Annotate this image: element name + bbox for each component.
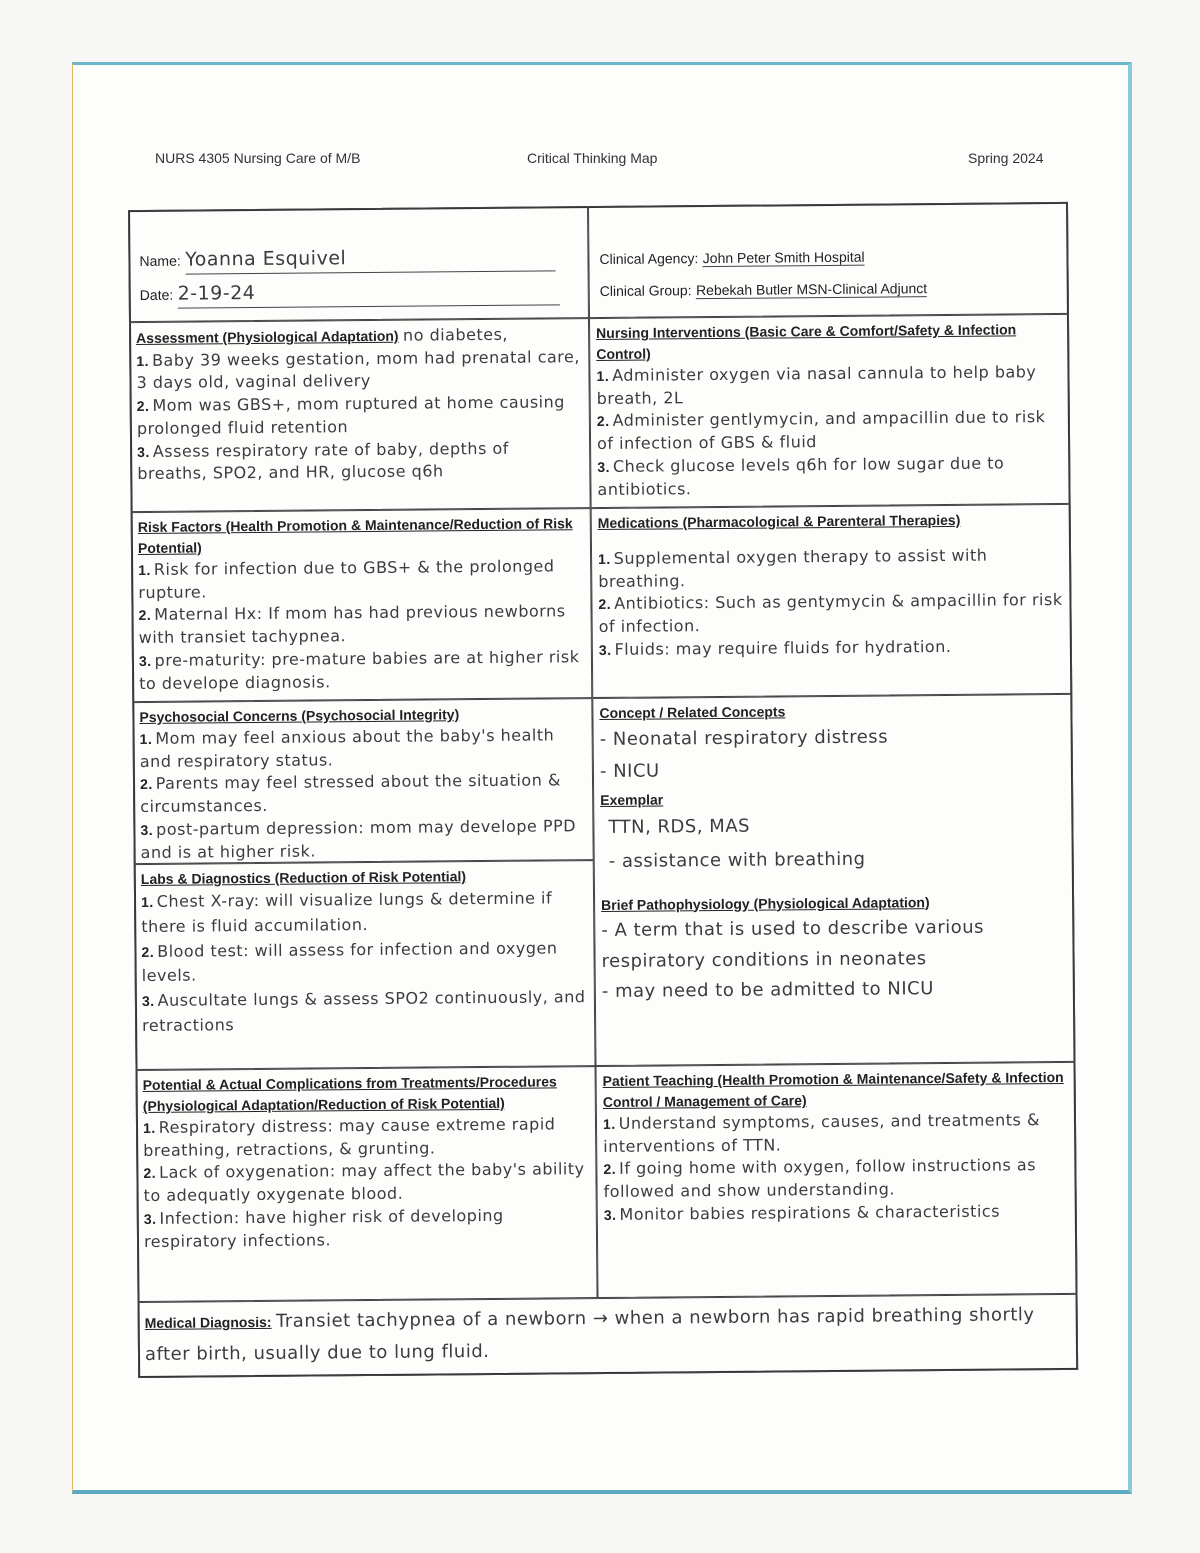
- item-number: 1.: [598, 550, 611, 568]
- complications-item-2: [143, 1159, 589, 1208]
- complications-item-1: [143, 1113, 589, 1162]
- risk-factors-title: Risk Factors (Health Promotion & Maintenance/Reduction of Risk Potential): [137, 515, 573, 557]
- medications-item-2: [598, 589, 1064, 639]
- item-number: 3.: [140, 821, 154, 838]
- item-text: Antibiotics: Such as gentymycin & ampacillin for risk of infection.: [598, 590, 1063, 637]
- medications-title: Medications (Pharmacological & Parenteral Therapies): [597, 511, 961, 532]
- group-value: Rebekah Butler MSN-Clinical Adjunct: [695, 280, 928, 299]
- complications-title: Potential & Actual Complications from Treatments/Procedures (Physiological Adaptation/Reduction of Risk Potential): [142, 1073, 557, 1115]
- item-text: Fluids: may require fluids for hydration.: [614, 636, 952, 659]
- assessment-cell: [129, 318, 591, 512]
- assessment-item-2: [137, 391, 583, 440]
- interventions-item-1: [596, 361, 1062, 411]
- name-value: Yoanna Esquivel: [185, 243, 555, 274]
- teaching-item-2: [603, 1154, 1069, 1204]
- item-number: 3.: [598, 641, 612, 658]
- concept-title: Concept / Related Concepts: [599, 703, 786, 722]
- item-number: 2.: [143, 1165, 157, 1182]
- item-text: Chest X-ray: will visualize lungs & determine if there is fluid accumilation.: [141, 888, 553, 936]
- student-info-cell: [128, 206, 589, 322]
- exemplar-title: Exemplar: [600, 791, 664, 808]
- medical-diagnosis-cell: [138, 1294, 1079, 1378]
- item-text: If going home with oxygen, follow instructions as followed and show understanding.: [603, 1155, 1037, 1202]
- group-label: Clinical Group:: [599, 282, 692, 299]
- term-header: Spring 2024: [968, 150, 1044, 166]
- assessment-item-3: [137, 437, 583, 486]
- item-text: Administer gentlymycin, and ampacillin due to risk of infection of GBS & fluid: [596, 407, 1046, 454]
- psychosocial-title: Psychosocial Concerns (Psychosocial Integrity): [139, 706, 460, 726]
- item-number: 2.: [141, 943, 155, 960]
- psychosocial-item-1: [140, 724, 586, 773]
- medications-item-1: [598, 544, 1064, 594]
- date-label: Date:: [139, 286, 174, 304]
- item-number: 3.: [143, 1210, 157, 1227]
- psychosocial-cell: [132, 698, 593, 864]
- item-number: 1.: [136, 352, 150, 369]
- course-header: NURS 4305 Nursing Care of M/B: [155, 150, 361, 166]
- document-title: Critical Thinking Map: [527, 150, 658, 166]
- patient-teaching-cell: [596, 1062, 1078, 1298]
- agency-value: John Peter Smith Hospital: [702, 248, 865, 267]
- clinical-info-cell: [588, 202, 1069, 318]
- item-text: Monitor babies respirations & characteristics: [619, 1201, 1001, 1224]
- item-number: 1.: [140, 893, 154, 911]
- patho-line-2: - may need to be admitted to NICU: [601, 978, 934, 1003]
- teaching-item-3: [604, 1200, 1070, 1227]
- item-number: 3.: [597, 458, 611, 475]
- item-number: 2.: [139, 776, 153, 793]
- item-text: post-partum depression: mom may develope PPD and is at higher risk.: [140, 816, 577, 862]
- complications-item-3: [144, 1204, 590, 1253]
- item-text: Respiratory distress: may cause extreme rapid breathing, retractions, & grunting.: [143, 1114, 556, 1160]
- item-number: 1.: [139, 730, 153, 748]
- item-number: 2.: [598, 596, 612, 613]
- critical-thinking-map-form: [128, 202, 1078, 1378]
- labs-cell: [134, 860, 596, 1070]
- date-value: 2-19-24: [178, 277, 560, 308]
- medications-item-3: [599, 635, 1065, 662]
- complications-cell: [136, 1066, 598, 1302]
- item-text: Lack of oxygenation: may affect the baby's ability to adequatly oxygenate blood.: [143, 1159, 585, 1206]
- item-text: pre-maturity: pre-mature babies are at higher risk to develope diagnosis.: [139, 647, 580, 693]
- patient-teaching-title: Patient Teaching (Health Promotion & Maintenance/Safety & Infection Control / Management of Care): [602, 1068, 1064, 1110]
- interventions-cell: [589, 314, 1071, 508]
- item-number: 3.: [141, 993, 155, 1010]
- medications-cell: [591, 504, 1073, 698]
- item-text: Risk for infection due to GBS+ & the prolonged rupture.: [138, 556, 555, 602]
- item-number: 3.: [138, 652, 152, 669]
- item-number: 3.: [603, 1206, 617, 1223]
- assessment-title: Assessment (Physiological Adaptation): [136, 327, 399, 347]
- item-text: Blood test: will assess for infection and oxygen levels.: [141, 937, 558, 986]
- labs-item-3: [142, 985, 588, 1038]
- labs-item-2: [141, 936, 587, 989]
- medical-diagnosis-title: Medical Diagnosis:: [144, 1313, 272, 1331]
- pathophysiology-title: Brief Pathophysiology (Physiological Adaptation): [601, 893, 930, 913]
- psychosocial-item-3: [140, 815, 586, 864]
- psychosocial-item-2: [140, 770, 586, 819]
- interventions-item-2: [597, 406, 1063, 456]
- concept-line-2: - NICU: [599, 760, 660, 783]
- exemplar-line-2: - assistance with breathing: [608, 849, 866, 873]
- item-text: Assess respiratory rate of baby, depths of breaths, SPO2, and HR, glucose q6h: [137, 438, 509, 484]
- concept-line-1: - Neonatal respiratory distress: [599, 726, 889, 751]
- item-number: 3.: [137, 443, 150, 460]
- teaching-item-1: [603, 1109, 1069, 1159]
- item-text: Infection: have higher risk of developing respiratory infections.: [143, 1205, 504, 1251]
- patho-line-1: - A term that is used to describe various respiratory conditions in neonates: [601, 916, 985, 972]
- item-text: Mom was GBS+, mom ruptured at home causing prolonged fluid retention: [136, 392, 565, 438]
- interventions-item-3: [597, 452, 1063, 502]
- labs-item-1: [141, 886, 587, 939]
- concept-pathophysiology-cell: [592, 694, 1075, 1066]
- interventions-title: Nursing Interventions (Basic Care & Comfort/Safety & Infection Control): [596, 321, 1017, 363]
- item-number: 1.: [142, 1119, 156, 1137]
- item-text: Parents may feel stressed about the situation & circumstances.: [140, 770, 561, 817]
- item-text: Supplemental oxygen therapy to assist with breathing.: [598, 545, 988, 591]
- item-text: Administer oxygen via nasal cannula to help baby breath, 2L: [596, 362, 1037, 408]
- assessment-item-1: [136, 346, 582, 395]
- item-text: Check glucose levels q6h for low sugar due to antibiotics.: [597, 453, 1005, 499]
- risk-item-2: [138, 601, 584, 650]
- risk-item-1: [138, 555, 584, 604]
- item-number: 2.: [603, 1161, 617, 1178]
- item-text: Understand symptoms, causes, and treatments & interventions of TTN.: [603, 1110, 1040, 1156]
- labs-title: Labs & Diagnostics (Reduction of Risk Potential): [140, 868, 467, 888]
- item-number: 1.: [602, 1115, 616, 1132]
- item-number: 2.: [136, 398, 150, 415]
- item-text: Maternal Hx: If mom has had previous newborns with transiet tachypnea.: [138, 601, 566, 648]
- assessment-note: no diabetes,: [402, 324, 509, 345]
- item-text: Auscultate lungs & assess SPO2 continuously, and retractions: [142, 987, 586, 1035]
- agency-label: Clinical Agency:: [599, 250, 699, 267]
- item-number: 1.: [138, 561, 151, 579]
- medical-diagnosis-text: Transiet tachypnea of a newborn → when a newborn has rapid breathing shortly after birth, usually due to lung fluid.: [144, 1304, 1035, 1365]
- risk-item-3: [139, 646, 585, 695]
- item-number: 2.: [138, 607, 152, 624]
- item-text: Mom may feel anxious about the baby's health and respiratory status.: [139, 725, 555, 771]
- item-number: 1.: [596, 367, 610, 385]
- risk-factors-cell: [131, 508, 593, 702]
- name-label: Name:: [139, 252, 181, 270]
- item-number: 2.: [596, 413, 610, 430]
- item-text: Baby 39 weeks gestation, mom had prenatal care, 3 days old, vaginal delivery: [136, 346, 580, 393]
- exemplar-line-1: TTN, RDS, MAS: [608, 815, 751, 839]
